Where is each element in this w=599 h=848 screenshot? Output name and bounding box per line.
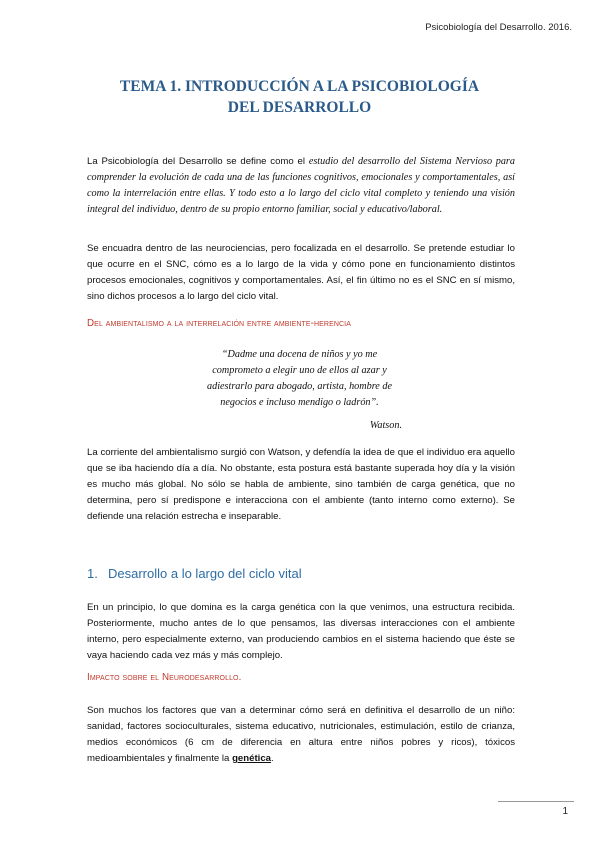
section-1-number: 1. (87, 566, 98, 581)
impacto-end: . (271, 753, 274, 764)
paragraph-ambientalismo: La corriente del ambientalismo surgió con Watson, y defendía la idea de que el individuo era aquello que se iba haciendo día a día. No obstante, esta postura está bastante superada hoy día y la visión es mucho más global. No sólo se habla de ambiente, sino también de carga genética, que no determina, pero sí predispone e interacciona con el ambiente (tanto interno como externo). Se defiende una relación estrecha e inseparable. (87, 447, 515, 522)
paragraph-neurociencias: Se encuadra dentro de las neurociencias, pero focalizada en el desarrollo. Se pretende estudiar lo que ocurre en el SNC, cómo es a lo largo de la vida y cómo pone en funcionamiento distintos procesos emocionales, cognitivos y comportamentales. Así, el fin último no es el SNC en sí mismo, sino dichos procesos a lo largo del ciclo vital. (87, 243, 515, 302)
quote-line: “Dadme una docena de niños y yo me (221, 349, 378, 360)
intro-definition: estudio del desarrollo del Sistema Nervioso para comprender la evolución de cada una de las funciones cognitivos, emocionales y comportamentales, así como la interrelación entre ellas. Y todo esto a lo largo del ciclo vital completo y teniendo una visión integral del individuo, dentro de su propio entorno familiar, social y educativo/laboral. (87, 156, 515, 215)
title-line-2: DEL DESARROLLO (227, 99, 372, 116)
quote-line: adiestrarlo para abogado, artista, hombre de (207, 381, 392, 392)
intro-lead: La Psicobiología del Desarrollo se define como el (87, 156, 309, 167)
section-heading-ambientalismo: Del ambientalismo a la interrelación entre ambiente-herencia (87, 318, 351, 329)
section-1-heading (87, 566, 302, 581)
quote-line: comprometo a elegir uno de ellos al azar y (212, 365, 387, 376)
quote-line: negocios e incluso mendigo o ladrón”. (220, 397, 379, 408)
section-heading-impacto: Impacto sobre el Neurodesarrollo. (87, 672, 242, 683)
genetica-emphasis: genética (232, 753, 271, 764)
paragraph-ciclo-vital: En un principio, lo que domina es la carga genética con la que venimos, una estructura recibida. Posteriormente, mucho antes de lo que pensamos, las diversas interacciones con el ambiente interno, pero especialmente externo, van produciendo cambios en el sistema haciendo que éste se vaya haciendo cada vez más y más complejo. (87, 602, 515, 661)
running-header: Psicobiología del Desarrollo. 2016. (425, 22, 572, 33)
quote-author: Watson. (369, 420, 402, 431)
section-1-title: Desarrollo a lo largo del ciclo vital (108, 566, 302, 581)
title-line-1: TEMA 1. INTRODUCCIÓN A LA PSICOBIOLOGÍA (119, 78, 480, 95)
document-title (0, 76, 599, 118)
impacto-lead: Son muchos los factores que van a determinar cómo será en definitiva el desarrollo de un niño: sanidad, factores socioculturales, sistema educativo, nutricionales, estimulación, estilo de crianza, medios económicos (6 cm de diferencia en altura entre niños pobres y ricos), tóxicos medioambientales y finalmente la (87, 705, 515, 764)
paragraph-impacto (87, 703, 515, 767)
page-number: 1 (562, 806, 568, 817)
intro-paragraph (87, 154, 515, 218)
watson-quote (0, 347, 599, 411)
footer-divider (498, 801, 574, 802)
